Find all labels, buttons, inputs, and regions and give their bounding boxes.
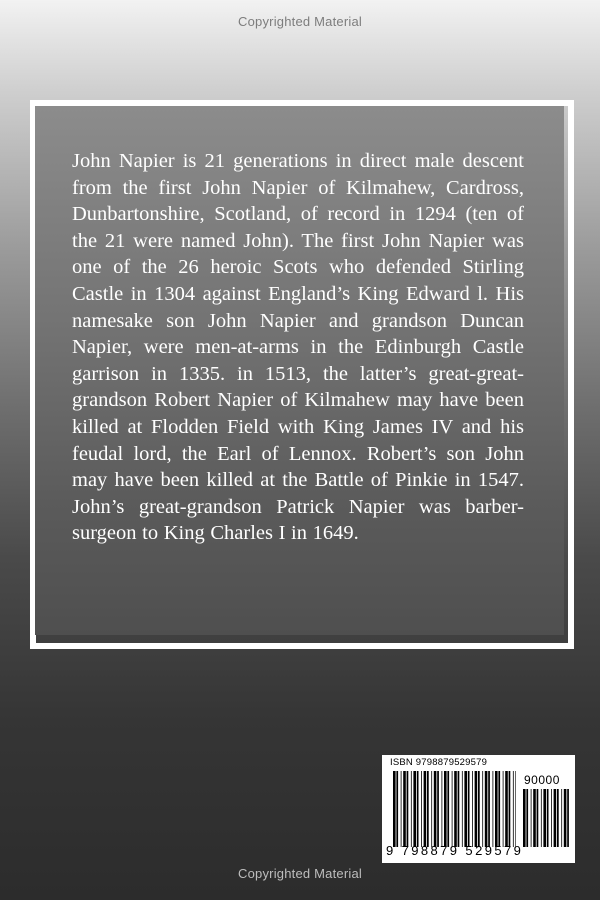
isbn-label: ISBN 9798879529579: [390, 757, 488, 768]
price-code: 90000: [524, 773, 560, 787]
isbn-barcode: [382, 755, 575, 863]
barcode-addon-bars: [522, 789, 570, 847]
watermark-top: Copyrighted Material: [238, 14, 362, 29]
watermark-bottom: Copyrighted Material: [238, 866, 362, 881]
barcode-bars: [392, 771, 517, 847]
back-cover-blurb: John Napier is 21 generations in direct male descent from the first John Napier of Kilmahew, Cardross, Dunbartonshire, Scotland, of record in 1294 (ten of the 21 were named John). The first John Napier was one of the 26 heroic Scots who defended Stirling Castle in 1304 against England’s King Edward l. His namesake son John Napier and grandson Duncan Napier, were men-at-arms in the Edinburgh Castle garrison in 1335. in 1513, the latter’s great-great-grandson Robert Napier of Kilmahew may have been killed at Flodden Field with King James IV and his feudal lord, the Earl of Lennox. Robert’s son John may have been killed at the Battle of Pinkie in 1547. John’s great-grandson Patrick Napier was barber-surgeon to King Charles I in 1649.: [72, 150, 524, 545]
isbn-digits: 9 798879 529579: [386, 843, 524, 858]
